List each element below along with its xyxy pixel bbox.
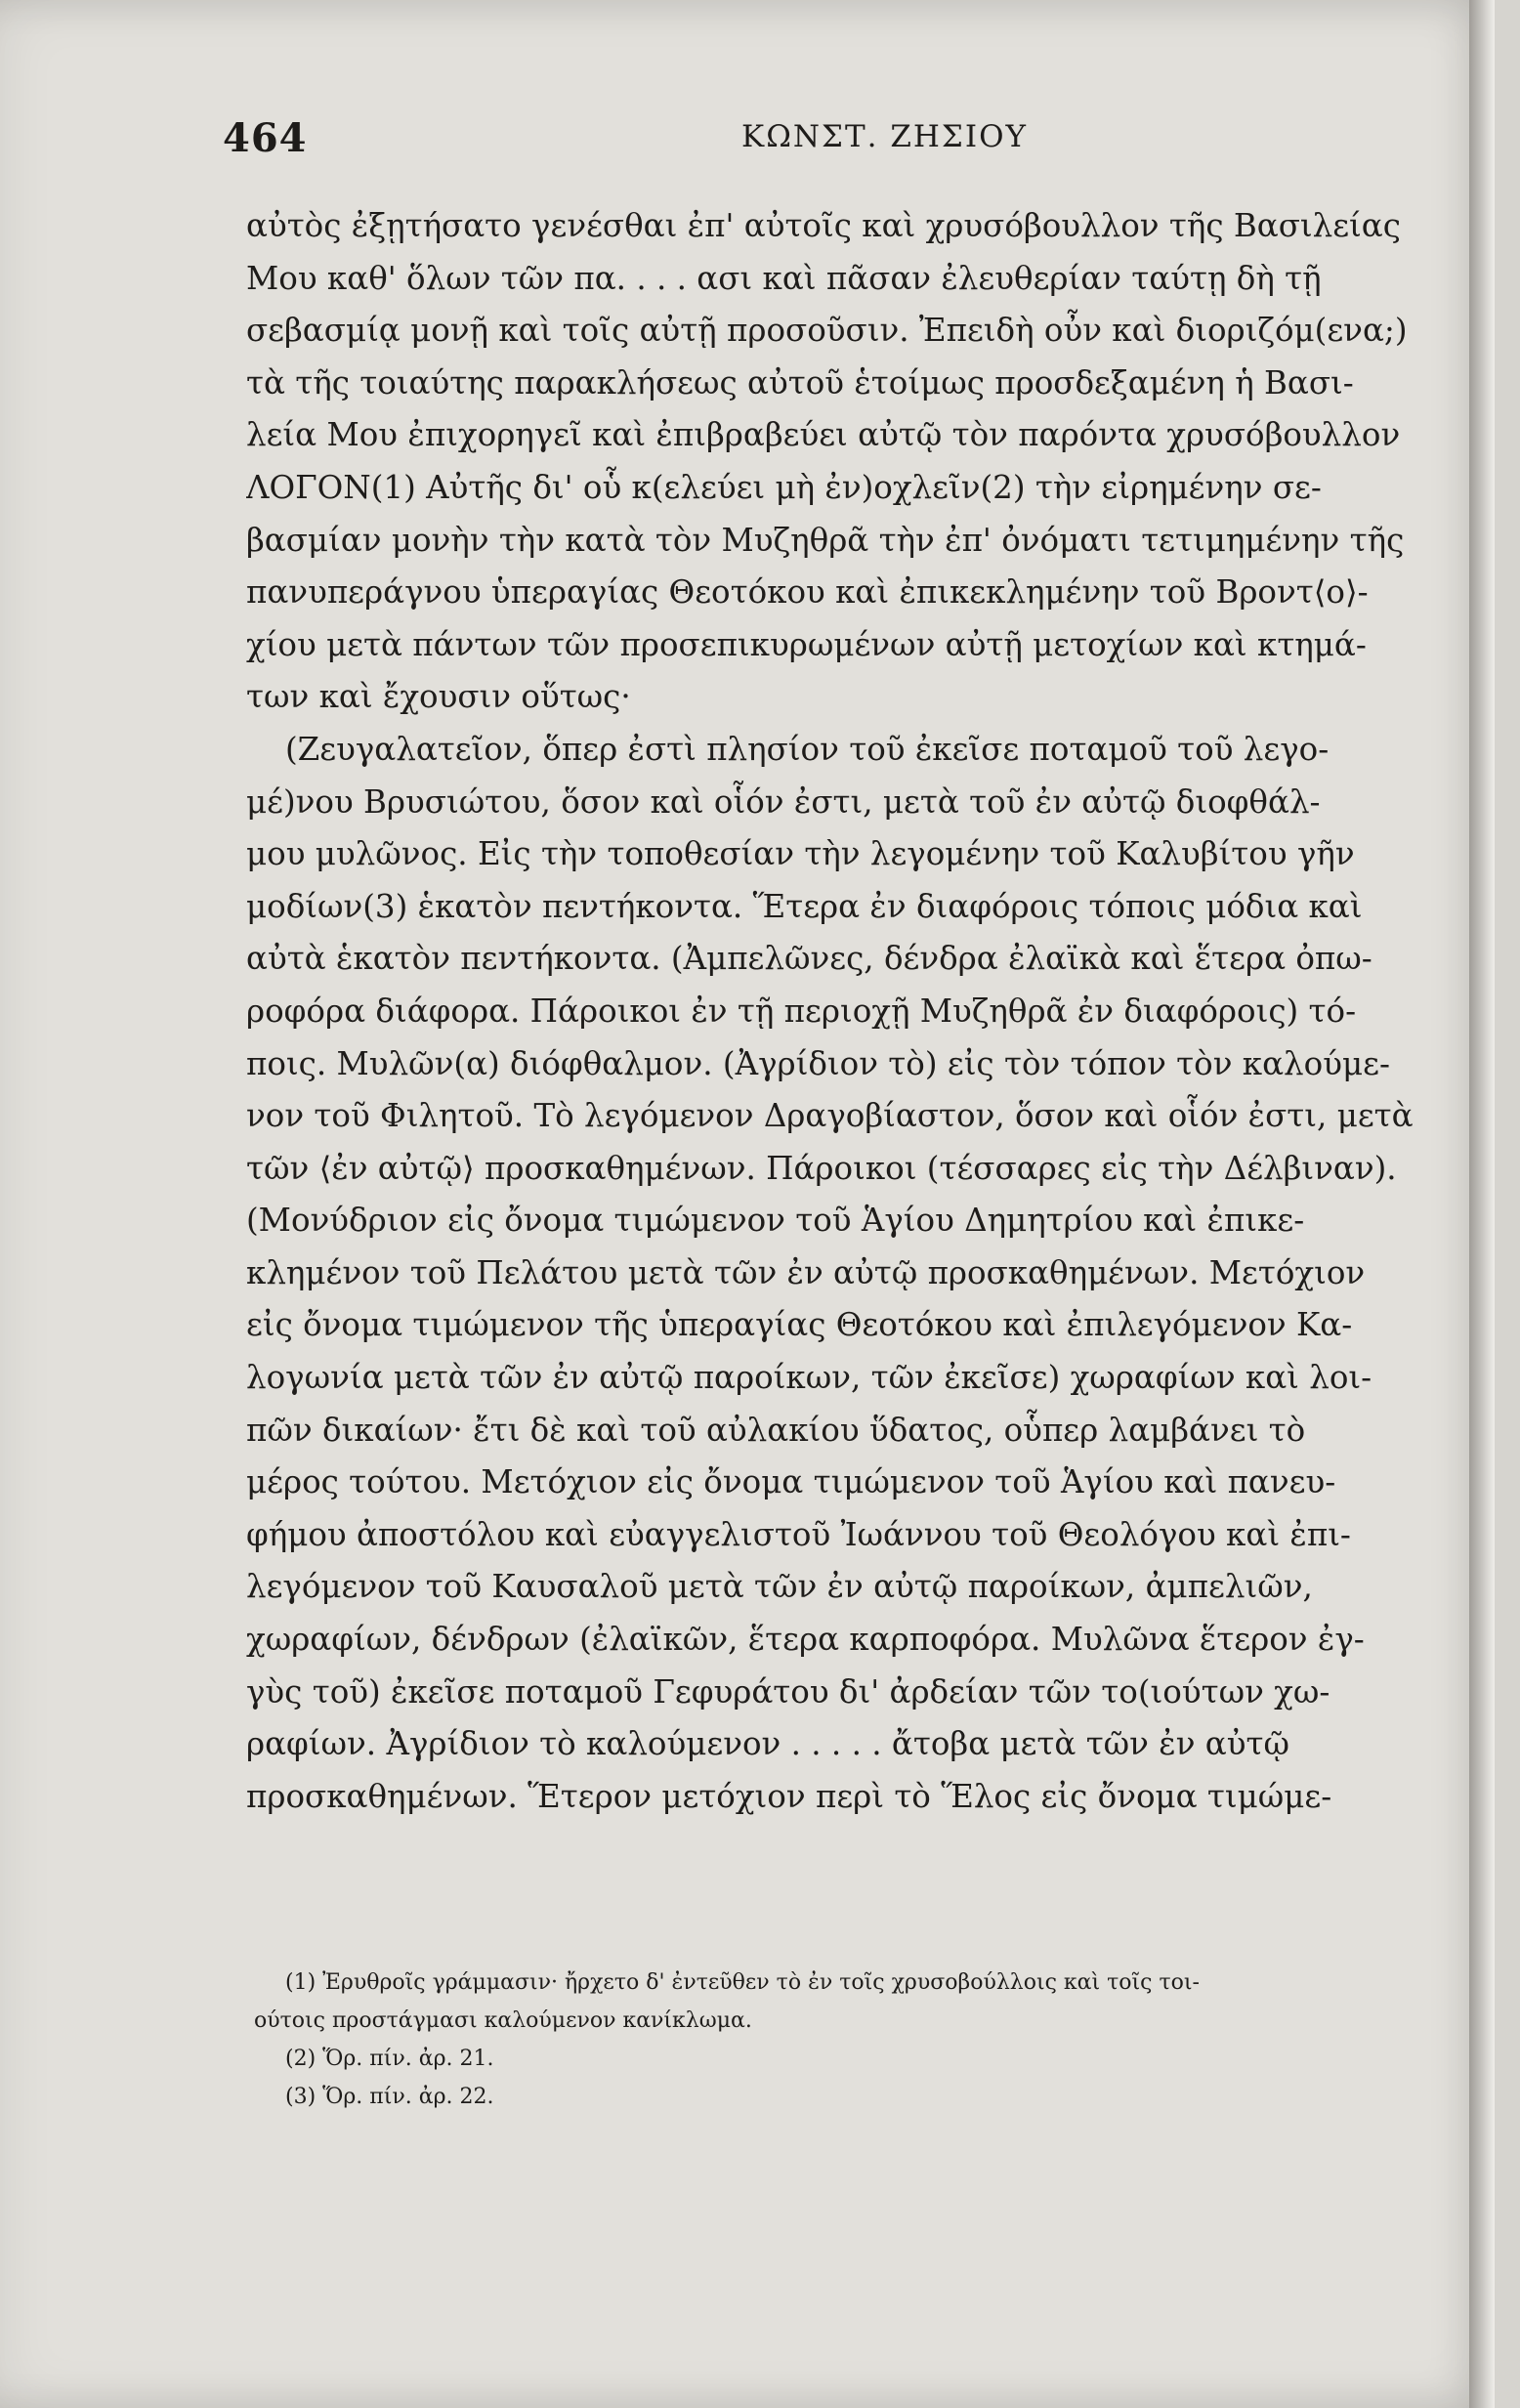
- text-line: ΛΟΓΟΝ(1) Αὐτῆς δι' οὗ κ(ελεύει μὴ ἐν)οχλεῖν(2) τὴν εἰρημένην σε-: [246, 468, 1322, 506]
- page-edge-shadow: [1469, 0, 1495, 2408]
- text-line: μου μυλῶνος. Εἰς τὴν τοποθεσίαν τὴν λεγομένην τοῦ Καλυβίτου γῆν: [246, 835, 1355, 873]
- text-line: χίου μετὰ πάντων τῶν προσεπικυρωμένων αὐτῇ μετοχίων καὶ κτημά-: [246, 625, 1367, 663]
- text-line: Μου καθ' ὅλων τῶν πα. . . . ασι καὶ πᾶσαν ἐλευθερίαν ταύτῃ δὴ τῇ: [246, 259, 1322, 297]
- text-line: βασμίαν μονὴν τὴν κατὰ τὸν Μυζηθρᾶ τὴν ἐπ' ὀνόματι τετιμημένην τῆς: [246, 521, 1405, 559]
- text-line: των καὶ ἔχουσιν οὕτως·: [246, 678, 631, 716]
- text-line: μοδίων(3) ἑκατὸν πεντήκοντα. Ἕτερα ἐν διαφόροις τόποις μόδια καὶ: [246, 887, 1363, 925]
- text-line: αὐτὰ ἑκατὸν πεντήκοντα. (Ἀμπελῶνες, δένδρα ἐλαϊκὰ καὶ ἕτερα ὀπω-: [246, 940, 1372, 978]
- page-header: [223, 115, 1439, 174]
- text-line: λεία Μου ἐπιχορηγεῖ καὶ ἐπιβραβεύει αὐτῷ τὸν παρόντα χρυσόβουλλον: [246, 416, 1401, 454]
- footnote-3: (3) Ὅρ. πίν. ἀρ. 22.: [285, 2085, 494, 2109]
- text-line: νον τοῦ Φιλητοῦ. Τὸ λεγόμενον Δραγοβίαστον, ὅσον καὶ οἷόν ἐστι, μετὰ: [246, 1097, 1414, 1135]
- text-line: γὺς τοῦ) ἐκεῖσε ποταμοῦ Γεφυράτου δι' ἀρδείαν τῶν το(ιούτων χω-: [246, 1672, 1330, 1711]
- text-line: ροφόρα διάφορα. Πάροικοι ἐν τῇ περιοχῇ Μυζηθρᾶ ἐν διαφόροις) τό-: [246, 992, 1357, 1030]
- page-number: 464: [223, 115, 308, 161]
- text-line: (Μονύδριον εἰς ὄνομα τιμώμενον τοῦ Ἁγίου Δημητρίου καὶ ἐπικε-: [246, 1202, 1305, 1240]
- text-line: κλημένον τοῦ Πελάτου μετὰ τῶν ἐν αὐτῷ προσκαθημένων. Μετόχιον: [246, 1253, 1366, 1291]
- text-line: πανυπεράγνου ὑπεραγίας Θεοτόκου καὶ ἐπικεκλημένην τοῦ Βροντ⟨ο⟩-: [246, 573, 1369, 612]
- text-line: τῶν ⟨ἐν αὐτῷ⟩ προσκαθημένων. Πάροικοι (τέσσαρες εἰς τὴν Δέλβιναν).: [246, 1149, 1397, 1187]
- text-line: φήμου ἀποστόλου καὶ εὐαγγελιστοῦ Ἰωάννου τοῦ Θεολόγου καὶ ἐπι-: [246, 1515, 1351, 1553]
- text-line: εἰς ὄνομα τιμώμενον τῆς ὑπεραγίας Θεοτόκου καὶ ἐπιλεγόμενον Κα-: [246, 1306, 1353, 1344]
- text-line: λογωνία μετὰ τῶν ἐν αὐτῷ παροίκων, τῶν ἐκεῖσε) χωραφίων καὶ λοι-: [246, 1359, 1372, 1397]
- footnote-1: (1) Ἐρυθροῖς γράμμασιν· ἤρχετο δ' ἐντεῦθεν τὸ ἐν τοῖς χρυσοβούλλοις καὶ τοῖς τοι-: [285, 1970, 1200, 1995]
- main-text: [246, 200, 1436, 1823]
- footnote-2: (2) Ὅρ. πίν. ἀρ. 21.: [285, 2047, 494, 2071]
- text-line: προσκαθημένων. Ἕτερον μετόχιον περὶ τὸ Ἕλος εἰς ὄνομα τιμώμε-: [246, 1777, 1332, 1815]
- text-line: λεγόμενον τοῦ Καυσαλοῦ μετὰ τῶν ἐν αὐτῷ παροίκων, ἀμπελιῶν,: [246, 1568, 1313, 1606]
- text-line: χωραφίων, δένδρων (ἐλαϊκῶν, ἕτερα καρποφόρα. Μυλῶνα ἕτερον ἐγ-: [246, 1621, 1365, 1659]
- footnote-1-continuation: ούτοις προστάγμασι καλούμενον κανίκλωμα.: [254, 2008, 752, 2033]
- running-head: ΚΩΝΣΤ. ΖΗΣΙΟΥ: [741, 119, 1028, 154]
- text-line: πῶν δικαίων· ἔτι δὲ καὶ τοῦ αὐλακίου ὕδατος, οὗπερ λαμβάνει τὸ: [246, 1411, 1306, 1449]
- text-line: ραφίων. Ἀγρίδιον τὸ καλούμενον . . . . . ἄτοβα μετὰ τῶν ἐν αὐτῷ: [246, 1725, 1289, 1763]
- text-line: μέρος τούτου. Μετόχιον εἰς ὄνομα τιμώμενον τοῦ Ἁγίου καὶ πανευ-: [246, 1463, 1336, 1501]
- text-line: σεβασμίᾳ μονῇ καὶ τοῖς αὐτῇ προσοῦσιν. Ἐπειδὴ οὖν καὶ διοριζόμ(ενα;): [246, 312, 1408, 350]
- footnotes: [254, 1964, 1438, 2116]
- text-line: αὐτὸς ἐξῃτήσατο γενέσθαι ἐπ' αὐτοῖς καὶ χρυσόβουλλον τῆς Βασιλείας: [246, 207, 1401, 244]
- text-line: (Ζευγαλατεῖον, ὅπερ ἐστὶ πλησίον τοῦ ἐκεῖσε ποταμοῦ τοῦ λεγο-: [285, 730, 1330, 768]
- text-line: μέ)νου Βρυσιώτου, ὅσον καὶ οἷόν ἐστι, μετὰ τοῦ ἐν αὐτῷ διοφθάλ-: [246, 782, 1321, 821]
- text-line: ποις. Μυλῶν(α) διόφθαλμον. (Ἀγρίδιον τὸ) εἰς τὸν τόπον τὸν καλούμε-: [246, 1044, 1390, 1082]
- text-line: τὰ τῆς τοιαύτης παρακλήσεως αὐτοῦ ἑτοίμως προσδεξαμένη ἡ Βασι-: [246, 363, 1354, 401]
